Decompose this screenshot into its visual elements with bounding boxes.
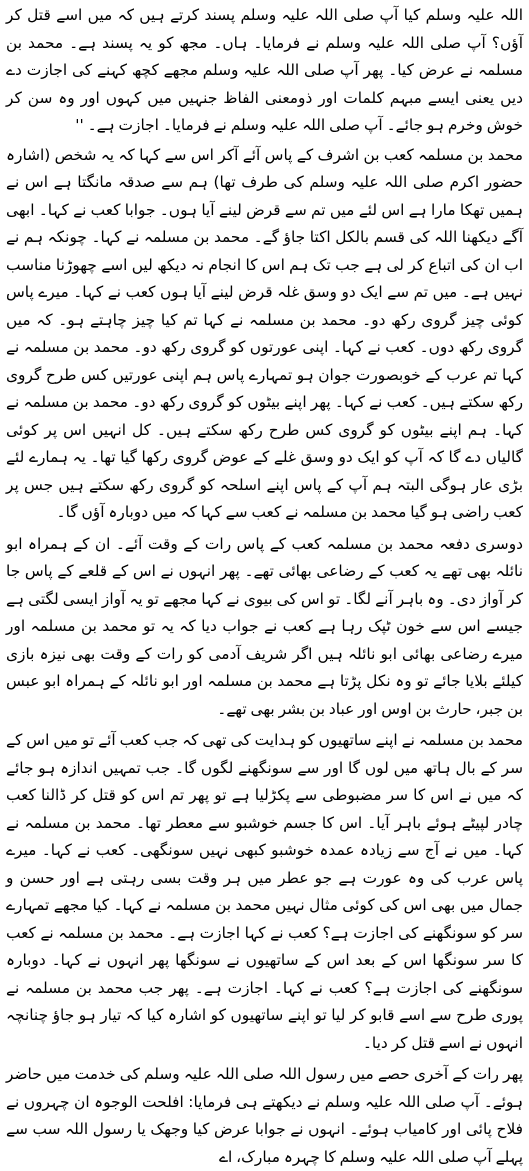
paragraph-4: محمد بن مسلمہ نے اپنے ساتھیوں کو ہدایت کی تھی کہ جب کعب آئے تو میں اس کے سر کے بال ہاتھ میں لوں گا اور سے سونگھنے لگوں گا۔ جب تمہیں اندازہ ہو جائے کہ میں نے اس کا سر مضبوطی سے پکڑلیا ہے تو پھر تم اس کو قتل کر ڈالنا کعب چادر لپیٹے ہوئے باہر آیا۔ اس کا جسم خوشبو سے معطر تھا۔ محمد بن مسلمہ نے کہا۔ میں نے آج سے زیادہ عمدہ خوشبو کبھی نہیں سونگھی۔ کعب نے کہا۔ میرے پاس عرب کی وہ عورت ہے جو عطر میں ہر وقت بسی رہتی ہے اور حسن و جمال میں بھی اس کی کوئی مثال نہیں محمد بن مسلمہ نے کہا۔ کیا مجھے تمہارے سر کو سونگھنے کی اجازت ہے؟ کعب نے کہا اجازت ہے۔ محمد بن مسلمہ نے کعب کا سر سونگھا اس کے بعد اس کے ساتھیوں نے سونگھا پھر انہوں نے کہا۔ دوبارہ سونگھنے کی اجازت ہے؟ کعب نے کہا۔ اجازت ہے۔ پھر جب محمد بن مسلمہ نے پوری طرح سے اسے قابو کر لیا تو اپنے ساتھیوں کو اشارہ کیا کہ تیار ہو جاؤ چنانچہ انہوں نے اسے قتل کر دیا۔	[6, 731, 523, 1052]
paragraph-2: محمد بن مسلمہ کعب بن اشرف کے پاس آئے آکر اس سے کہا کہ یہ شخص (اشارہ حضور اکرم صلی اللہ علیہ وسلم کی طرف تھا) ہم سے صدقہ مانگتا ہے اس نے ہمیں تھکا مارا ہے اس لئے میں تم سے قرض لینے آیا ہوں۔ جوابا کعب نے کہا۔ ابھی آگے دیکھنا اللہ کی قسم بالکل اکتا جاؤ گے۔ محمد بن مسلمہ نے کہا۔ چونکہ ہم نے اب ان کی اتباع کر لی ہے جب تک ہم اس کا انجام نہ دیکھ لیں اسے چھوڑنا مناسب نہیں ہے۔ میں تم سے ایک دو وسق غلہ قرض لینے آیا ہوں کعب نے کہا۔ میرے پاس کوئی چیز گروی رکھ دو۔ محمد بن مسلمہ نے کہا تم کیا چیز چاہتے ہو۔ کہ میں گروی رکھ دوں۔ کعب نے کہا۔ اپنی عورتوں کو گروی رکھ دو۔ محمد بن مسلمہ نے کہا تم عرب کے خوبصورت جوان ہو تمہارے پاس ہم اپنی عورتیں کس طرح گروی رکھ سکتے ہیں۔ کعب نے کہا۔ پھر اپنے بیٹوں کو گروی رکھ دو۔ محمد بن مسلمہ نے کہا۔ ہم اپنے بیٹوں کو گروی کس طرح رکھ سکتے ہیں۔ کل انہیں اس پر کوئی گالیاں دے گا کہ آپ کو ایک دو وسق غلے کے عوض گروی رکھا گیا تھا۔ یہ ہمارے لئے بڑی عار ہوگی البتہ ہم آپ کے پاس اپنے اسلحہ کو گروی رکھ سکتے ہیں جس پر کعب راضی ہو گیا محمد بن مسلمہ نے کعب سے کہا کہ میں دوبارہ آؤں گا۔	[6, 145, 523, 521]
paragraph-3: دوسری دفعہ محمد بن مسلمہ کعب کے پاس رات کے وقت آئے۔ ان کے ہمراہ ابو نائلہ بھی تھے یہ کعب کے رضاعی بھائی تھے۔ پھر انہوں نے اس کے قلعے کے پاس جا کر آواز دی۔ وہ باہر آنے لگا۔ تو اس کی بیوی نے کہا مجھے تو یہ آواز ایسی لگتی ہے جیسے اس سے خون ٹپک رہا ہے کعب نے جواب دیا کہ یہ تو محمد بن مسلمہ اور میرے رضاعی بھائی ابو نائلہ ہیں اگر شریف آدمی کو رات کے وقت بھی نیزہ بازی کیلئے بلایا جائے تو وہ نکل پڑتا ہے محمد بن مسلمہ اور ابو نائلہ کے ہمراہ ابو عبس بن جبر، حارث بن اوس اور عباد بن بشر بھی تھے۔	[6, 534, 523, 718]
paragraph-5: پھر رات کے آخری حصے میں رسول اللہ صلی اللہ علیہ وسلم کی خدمت میں حاضر ہوئے۔ آپ صلی اللہ علیہ وسلم نے دیکھتے ہی فرمایا: افلحت الوجوہ ان چہروں نے فلاح پائی اور کامیاب ہوئے۔ انہوں نے جوابا عرض کیا وجھک یا رسول اللہ سب سے پہلے آپ صلی اللہ علیہ وسلم کا چہرہ مبارک، اے	[6, 1065, 523, 1166]
paragraph-1: اللہ علیہ وسلم کیا آپ صلی اللہ علیہ وسلم پسند کرتے ہیں کہ میں اسے قتل کر آؤں؟ آپ صلی اللہ علیہ وسلم نے فرمایا۔ ہاں۔ مجھ کو یہ پسند ہے۔ محمد بن مسلمہ نے عرض کیا۔ پھر آپ صلی اللہ علیہ وسلم مجھے کچھ کہنے کی اجازت دے دیں یعنی ایسے مبہم کلمات اور ذومعنی الفاظ جنہیں میں کہوں اور وہ سن کر خوش وخرم ہو جائے۔ آپ صلی اللہ علیہ وسلم نے فرمایا۔ اجازت ہے۔ ''	[6, 6, 523, 134]
